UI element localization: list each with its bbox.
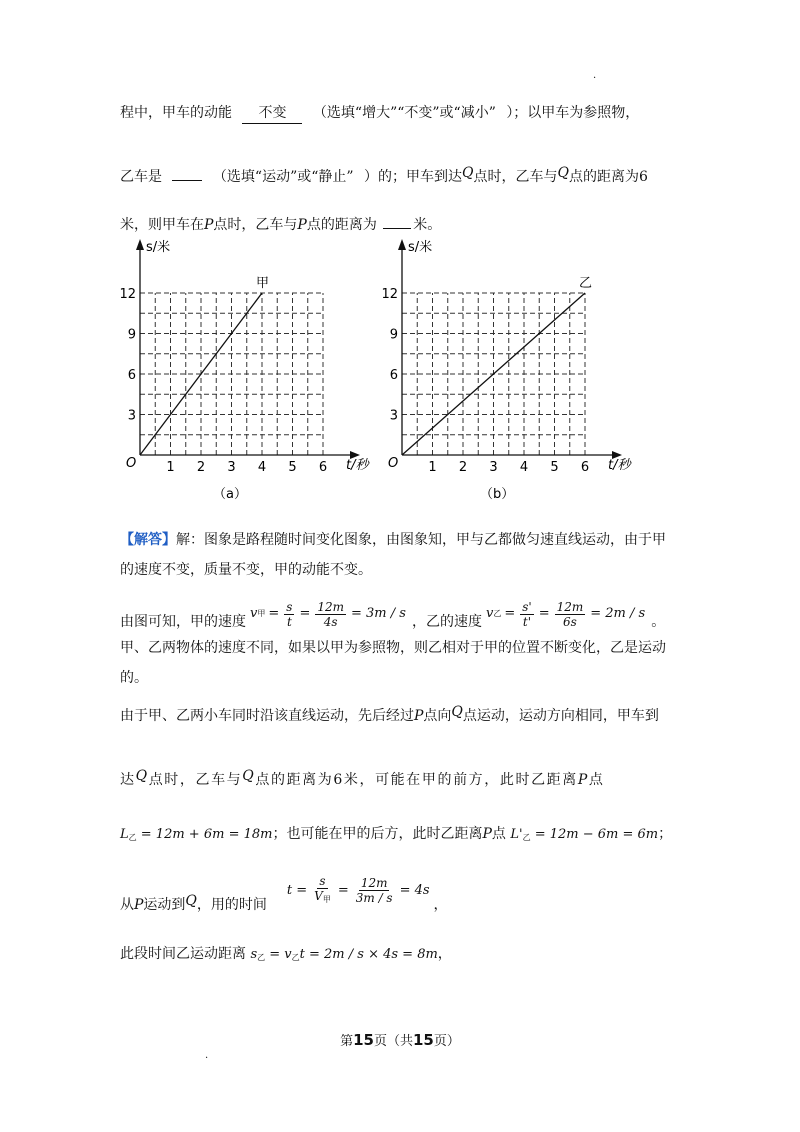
text: ；也可能在甲的后方，此时乙距离	[272, 826, 483, 842]
point-p: P	[297, 217, 307, 233]
numerator: s	[319, 874, 326, 888]
text: 由于甲、乙两小车同时沿该直线运动，先后经过	[120, 708, 414, 724]
chart-caption-b: （b）	[480, 487, 515, 502]
origin-label: O	[126, 456, 137, 471]
footer-dot: .	[205, 1050, 209, 1061]
text: 甲、乙两物体的速度不同，如果以甲为参照物，则乙相对于甲的位置不断变化，乙是运动	[120, 640, 666, 656]
page-number: 15	[353, 1031, 374, 1049]
text: 米。	[413, 217, 442, 233]
text: ，用的时间	[196, 897, 267, 913]
x-tick-label: 3	[227, 460, 236, 475]
answer-blank-1: 不变	[242, 103, 302, 124]
text: 的。	[120, 670, 148, 686]
text: ）；以甲车为参照物，	[506, 105, 640, 121]
text: 由图可知，甲的速度	[120, 614, 246, 630]
fraction	[284, 600, 294, 629]
var: v	[250, 606, 258, 621]
point-q: Q	[451, 704, 463, 720]
numerator: 12m	[556, 599, 584, 614]
y-axis-arrow	[398, 239, 406, 250]
numerator: s	[286, 599, 293, 614]
point-q: Q	[557, 165, 569, 181]
text: 点时，乙车与	[473, 169, 558, 185]
numerator: s'	[522, 599, 532, 614]
var: L'	[510, 827, 523, 842]
text: 的速度不变，质量不变，甲的动能不变。	[120, 562, 372, 578]
answer-blank-2	[172, 180, 202, 181]
x-axis-label: t/秒	[346, 458, 369, 473]
point-q: Q	[135, 768, 149, 784]
text: 点运动，运动方向相同，甲车到	[462, 708, 659, 724]
answer-blank-3	[383, 228, 411, 229]
text: 此段时间乙运动距离	[120, 946, 246, 962]
result: = 4s	[399, 882, 430, 898]
chart-caption-a: （a）	[213, 487, 247, 502]
y-tick-label: 3	[127, 408, 136, 424]
text: ，	[433, 897, 448, 913]
x-tick-label: 2	[458, 460, 468, 475]
numerator: 12m	[317, 599, 344, 614]
subscript: 乙	[128, 833, 137, 842]
text: 达	[120, 772, 136, 788]
point-p: P	[204, 217, 214, 233]
x-tick-label: 3	[489, 460, 498, 475]
subscript: 乙	[522, 833, 531, 842]
x-tick-label: 4	[519, 460, 529, 475]
y-tick-label: 12	[381, 287, 398, 302]
text: 页）	[433, 1034, 460, 1049]
answer-line-8	[120, 824, 672, 848]
answer-line-6	[120, 702, 659, 726]
text: 。	[651, 614, 666, 630]
text: 乙车是	[120, 169, 162, 185]
equals: =	[268, 606, 280, 621]
point-p: P	[134, 897, 144, 913]
point-q: Q	[462, 165, 474, 181]
result: = 3m / s	[351, 606, 406, 621]
expression: = 12m − 6m = 6m	[534, 827, 659, 842]
answer-line-4	[120, 638, 666, 658]
text: （选填“增大”“不变”或“减小”	[312, 105, 496, 121]
subscript: 甲	[322, 895, 331, 904]
y-axis-label: s/米	[408, 240, 433, 255]
formula-l-yi-prime	[510, 827, 658, 842]
expression: = 12m + 6m = 18m	[140, 827, 273, 842]
y-axis-label: s/米	[146, 240, 171, 255]
point-q: Q	[242, 768, 256, 784]
equals: =	[299, 606, 311, 621]
chart-b	[372, 235, 642, 510]
text: 程中，甲车的动能	[120, 105, 232, 121]
y-tick-label: 6	[127, 368, 136, 383]
text: 点向	[423, 708, 452, 724]
text: 运动到	[143, 897, 186, 913]
fraction	[315, 600, 346, 629]
answer-line-5	[120, 668, 148, 688]
denominator	[312, 889, 333, 907]
subscript: 乙	[493, 609, 502, 618]
answer-line-7	[120, 766, 605, 790]
y-tick-label: 3	[389, 408, 398, 424]
denominator: 3m / s	[355, 891, 393, 905]
text: ）的；甲车到达	[364, 169, 462, 185]
denominator: 6s	[563, 614, 577, 629]
text: 米，则甲车在	[120, 217, 204, 233]
fraction	[354, 876, 395, 905]
text: 从	[120, 897, 134, 913]
fraction	[555, 600, 586, 629]
var: v	[485, 606, 494, 621]
question-line-1	[120, 103, 639, 124]
x-tick-label: 1	[428, 460, 437, 475]
x-axis-label: t/秒	[608, 458, 631, 473]
chart-a	[110, 235, 370, 510]
text: 点时，乙车与	[213, 217, 298, 233]
top-dot: .	[593, 70, 597, 81]
page-footer	[0, 1030, 800, 1049]
text: 点	[491, 826, 506, 842]
var: s	[250, 947, 258, 962]
point-p: P	[414, 708, 424, 724]
text: 解：图象是路程随时间变化图象，由图象知，甲与乙都做匀速直线运动，由于甲	[176, 532, 666, 548]
x-tick-label: 1	[166, 460, 175, 475]
y-axis-arrow	[136, 239, 144, 250]
x-tick-label: 4	[257, 460, 267, 475]
text: 点的距离为6米，可能在甲的前方，此时乙距离	[255, 772, 578, 788]
x-tick-label: 5	[550, 460, 559, 475]
formula-v-yi	[486, 600, 645, 629]
subscript: 乙	[257, 953, 266, 962]
equals: =	[504, 606, 516, 621]
text: 第	[340, 1034, 354, 1049]
x-tick-label: 2	[196, 460, 206, 475]
origin-label: O	[388, 456, 399, 471]
formula-v-jia	[250, 600, 406, 629]
answer-line-10	[120, 944, 452, 968]
x-tick-label: 6	[580, 460, 590, 475]
text: 点的距离为6	[568, 169, 648, 185]
var: V	[314, 889, 323, 903]
text: ，	[437, 946, 452, 962]
text: 点的距离为	[306, 217, 377, 233]
expression: t = 2m / s × 4s = 8m	[299, 947, 438, 962]
answer-tag: 【解答】	[120, 532, 176, 548]
point-p: P	[482, 826, 492, 842]
subscript: 乙	[291, 953, 300, 962]
y-tick-label: 9	[389, 327, 398, 343]
text: 页（共	[373, 1034, 413, 1049]
text: （选填“运动”或“静止”	[212, 169, 354, 185]
question-line-2	[120, 163, 648, 187]
series-label-yi: 乙	[579, 276, 593, 291]
formula-time	[287, 874, 430, 907]
denominator: t	[286, 614, 292, 629]
text: 点时，乙车与	[148, 772, 243, 788]
y-tick-label: 12	[119, 287, 136, 302]
expression: = v	[269, 947, 292, 962]
point-q: Q	[185, 893, 197, 909]
lhs: t =	[286, 882, 308, 898]
answer-line-1	[120, 530, 666, 550]
x-tick-label: 5	[288, 460, 297, 475]
answer-line-9	[120, 875, 448, 915]
numerator: 12m	[360, 876, 388, 890]
formula-s-yi	[250, 947, 437, 962]
formula-l-yi	[120, 827, 272, 842]
series-label-jia: 甲	[256, 276, 270, 291]
point-p: P	[577, 772, 589, 788]
equals: =	[337, 882, 349, 898]
result: = 2m / s	[590, 606, 646, 621]
text: 点	[588, 772, 605, 788]
fraction	[520, 600, 533, 629]
answer-line-2	[120, 560, 372, 580]
question-line-3	[120, 215, 441, 235]
answer-line-3	[120, 594, 665, 634]
text: ，乙的速度	[411, 614, 482, 630]
y-tick-label: 9	[127, 327, 136, 343]
var: L	[120, 827, 129, 842]
denominator: t'	[522, 614, 532, 629]
fraction	[312, 874, 333, 907]
text: ；	[658, 826, 673, 842]
denominator: 4s	[323, 614, 338, 629]
x-tick-label: 6	[318, 460, 328, 475]
page-total: 15	[413, 1031, 434, 1049]
subscript: 甲	[257, 609, 266, 618]
y-tick-label: 6	[389, 368, 398, 383]
equals: =	[538, 606, 550, 621]
